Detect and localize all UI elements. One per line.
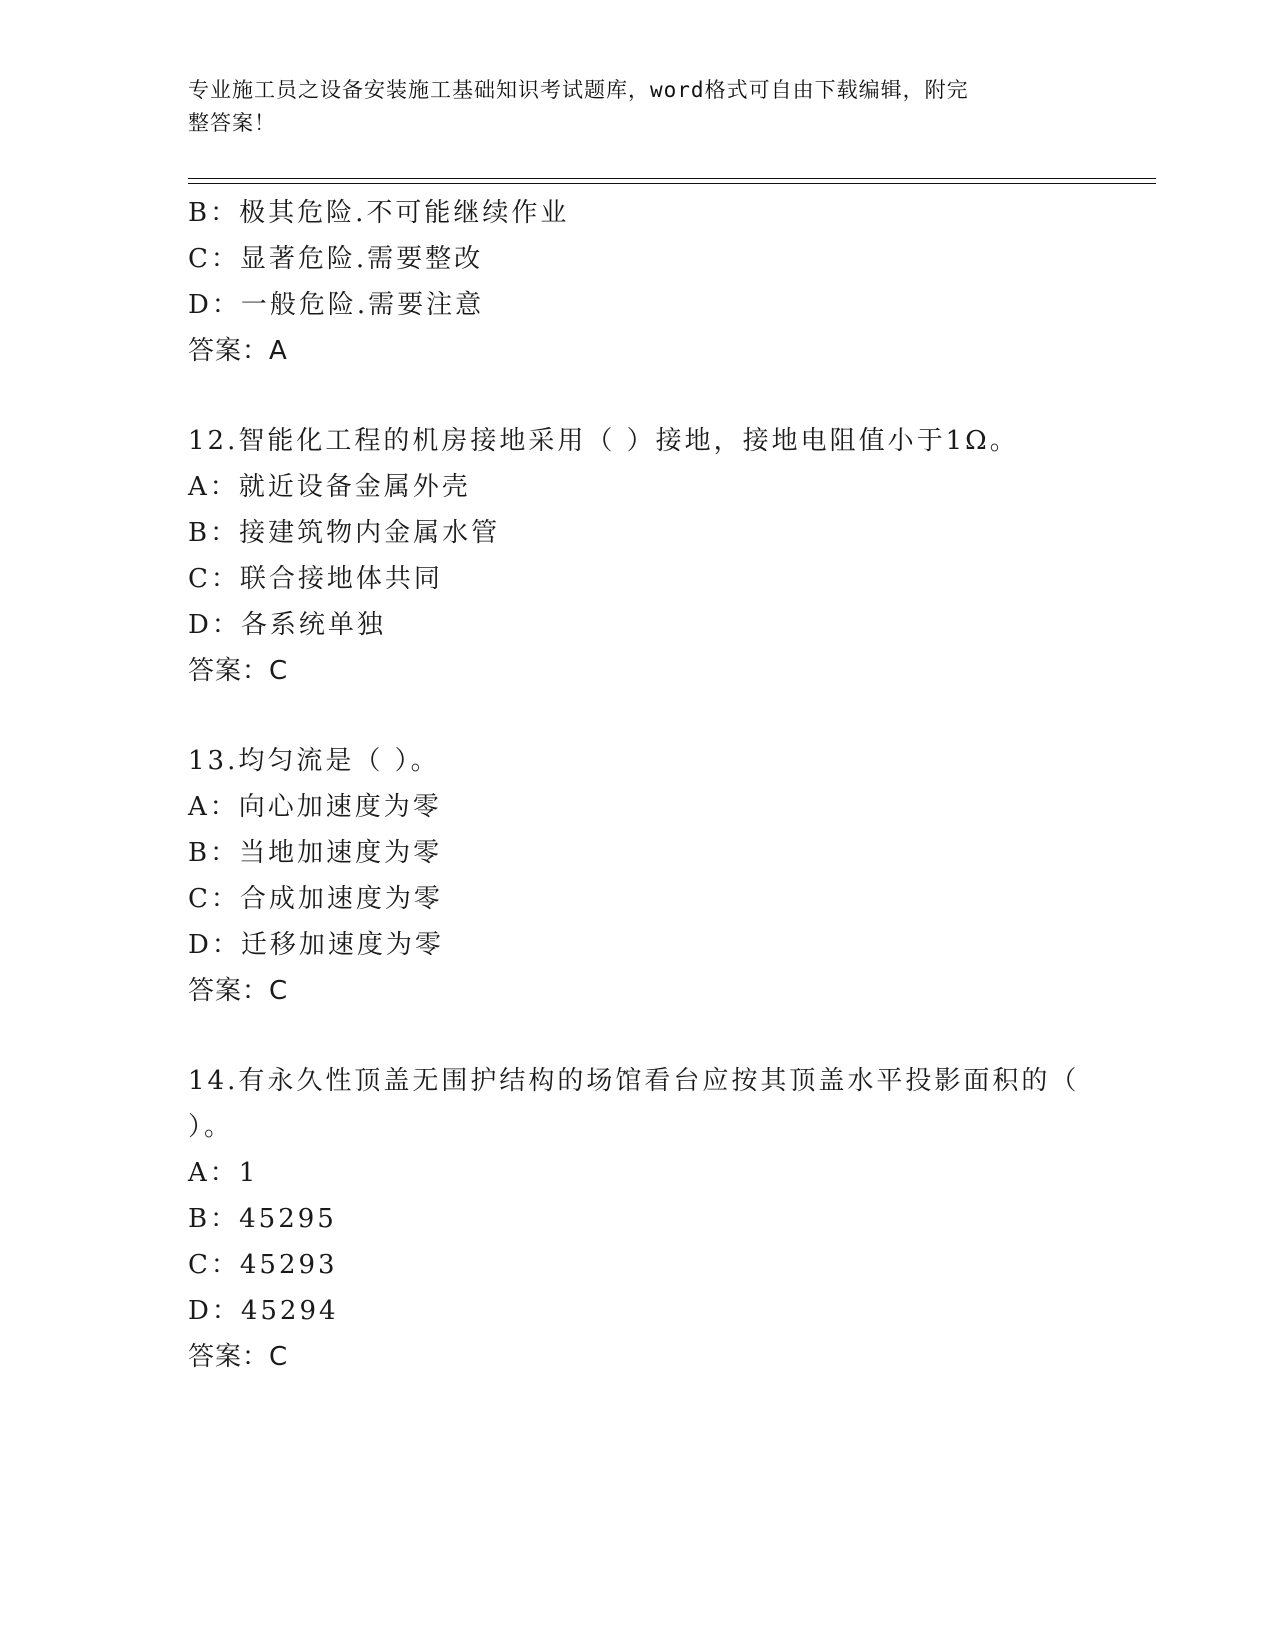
document-header (188, 74, 1068, 140)
answer-label: 答案：C (188, 656, 289, 686)
question-14 (188, 1058, 1088, 1380)
answer-label: 答案：C (188, 976, 289, 1006)
question-stem: 12.智能化工程的机房接地采用（ ）接地，接地电阻值小于1Ω。 (188, 426, 1019, 456)
option-c: C：联合接地体共同 (188, 564, 443, 594)
header-divider-top (188, 178, 1156, 179)
option-b: B：极其危险.不可能继续作业 (188, 198, 570, 228)
option-c: C：45293 (188, 1250, 338, 1280)
question-list (188, 190, 1088, 1380)
option-d: D：45294 (188, 1296, 339, 1326)
header-line-1: 专业施工员之设备安装施工基础知识考试题库，word格式可自由下载编辑，附完 (188, 78, 969, 102)
answer-label: 答案：C (188, 1342, 289, 1372)
option-b: B：当地加速度为零 (188, 838, 443, 868)
question-stem-line-2: ）。 (188, 1112, 234, 1142)
option-c: C：显著危险.需要整改 (188, 244, 484, 274)
header-divider-bottom (188, 183, 1156, 184)
option-d: D：迁移加速度为零 (188, 930, 444, 960)
option-c: C：合成加速度为零 (188, 884, 443, 914)
header-line-2: 整答案！ (188, 111, 276, 135)
question-13 (188, 738, 1088, 1014)
spacer (188, 1014, 1088, 1058)
question-stem: 13.均匀流是（ ）。 (188, 746, 440, 776)
option-a: A：1 (188, 1158, 259, 1188)
option-b: B：45295 (188, 1204, 337, 1234)
question-11-partial (188, 190, 1088, 374)
answer-label: 答案：A (188, 336, 288, 366)
option-a: A：向心加速度为零 (188, 792, 442, 822)
option-b: B：接建筑物内金属水管 (188, 518, 501, 548)
option-d: D：一般危险.需要注意 (188, 290, 485, 320)
question-stem-line-1: 14.有永久性顶盖无围护结构的场馆看台应按其顶盖水平投影面积的（ (188, 1066, 1080, 1096)
option-a: A：就近设备金属外壳 (188, 472, 471, 502)
option-d: D：各系统单独 (188, 610, 386, 640)
question-12 (188, 418, 1088, 694)
spacer (188, 374, 1088, 418)
spacer (188, 694, 1088, 738)
